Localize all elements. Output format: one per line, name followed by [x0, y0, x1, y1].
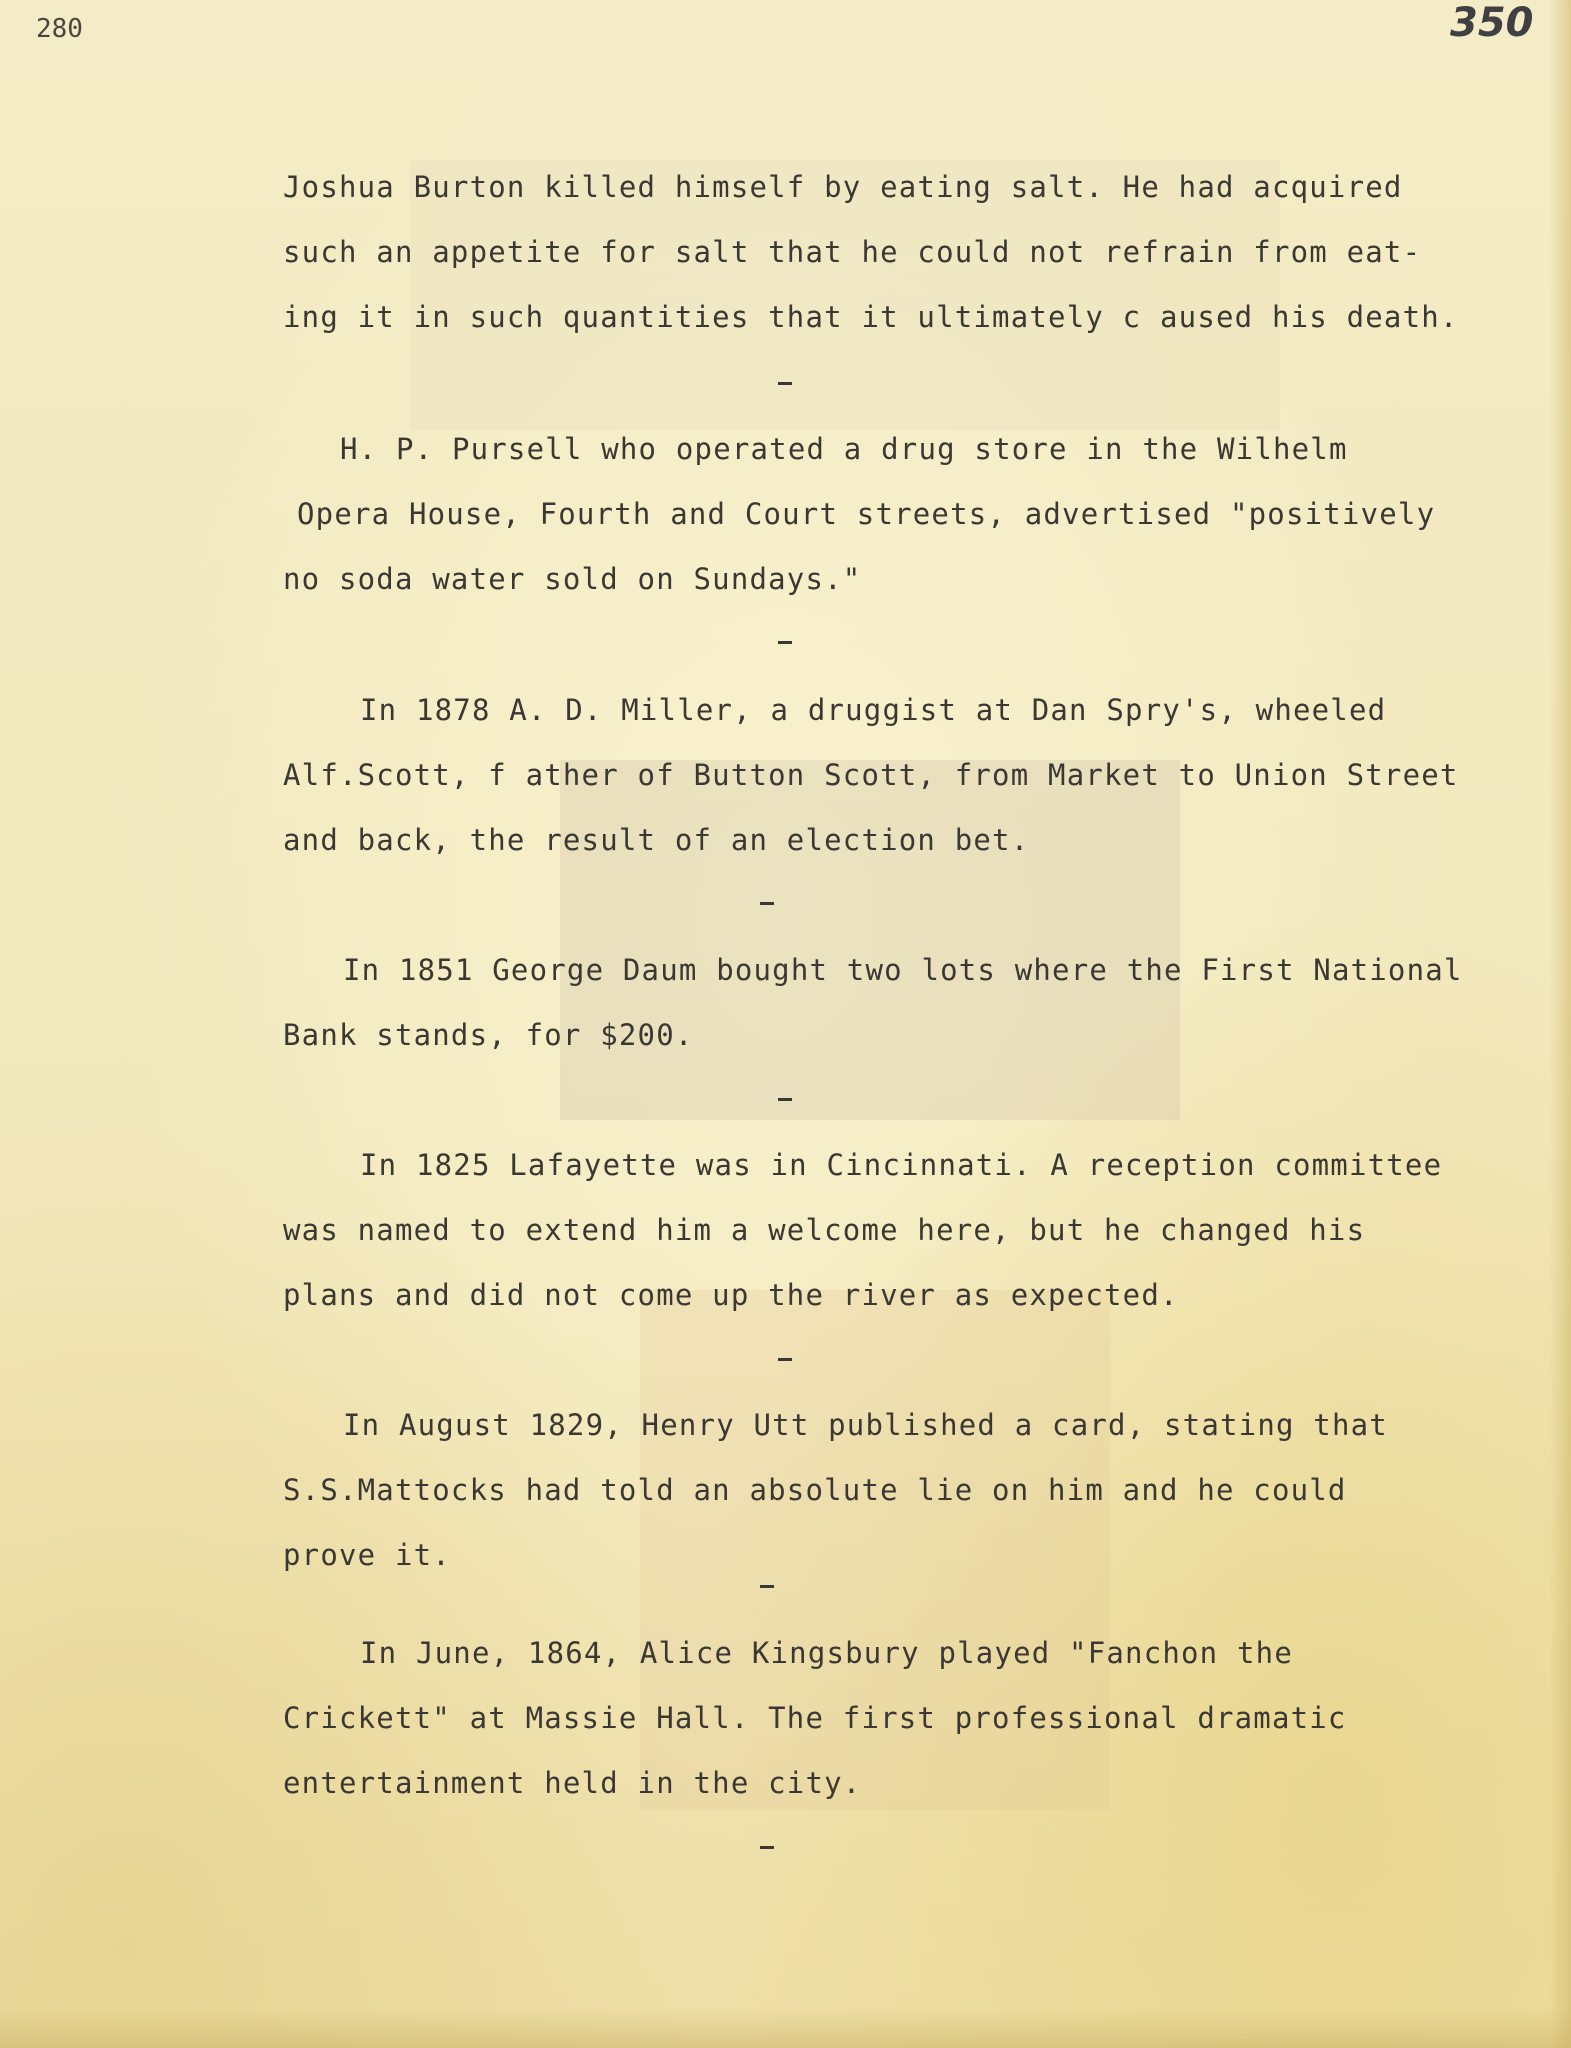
text-line: plans and did not come up the river as expected.	[283, 1278, 1179, 1312]
text-line: Bank stands, for $200.	[283, 1018, 694, 1052]
paper-edge	[0, 2008, 1571, 2048]
handwritten-page-number: 350	[1450, 0, 1534, 46]
text-line: Crickett" at Massie Hall. The first professional dramatic	[283, 1701, 1347, 1735]
section-separator	[778, 1098, 792, 1101]
section-separator	[778, 1358, 792, 1361]
text-line: ing it in such quantities that it ultimately c aused his death.	[283, 300, 1459, 334]
text-line: In 1851 George Daum bought two lots where the First National	[343, 953, 1463, 987]
section-separator	[760, 1846, 774, 1849]
text-line: no soda water sold on Sundays."	[283, 562, 862, 596]
text-line: In 1825 Lafayette was in Cincinnati. A reception committee	[360, 1148, 1443, 1182]
section-separator	[760, 902, 774, 905]
bleed-through-patch	[560, 760, 1180, 1120]
section-separator	[778, 641, 792, 644]
text-line: was named to extend him a welcome here, but he changed his	[283, 1213, 1366, 1247]
text-line: Opera House, Fourth and Court streets, advertised "positively	[297, 497, 1436, 531]
typed-page-number: 280	[36, 14, 83, 44]
text-line: In August 1829, Henry Utt published a card, stating that	[343, 1408, 1388, 1442]
section-separator	[778, 382, 792, 385]
text-line: H. P. Pursell who operated a drug store in the Wilhelm	[340, 432, 1348, 466]
text-line: entertainment held in the city.	[283, 1766, 862, 1800]
text-line: Alf.Scott, f ather of Button Scott, from Market to Union Street	[283, 758, 1459, 792]
text-line: S.S.Mattocks had told an absolute lie on him and he could	[283, 1473, 1347, 1507]
paper-edge	[1549, 0, 1571, 2048]
text-line: such an appetite for salt that he could not refrain from eat-	[283, 235, 1422, 269]
text-line: Joshua Burton killed himself by eating salt. He had acquired	[283, 170, 1403, 204]
text-line: In June, 1864, Alice Kingsbury played "Fanchon the	[360, 1636, 1293, 1670]
text-line: and back, the result of an election bet.	[283, 823, 1030, 857]
text-line: prove it.	[283, 1538, 451, 1572]
section-separator	[760, 1585, 774, 1588]
text-line: In 1878 A. D. Miller, a druggist at Dan Spry's, wheeled	[360, 693, 1387, 727]
